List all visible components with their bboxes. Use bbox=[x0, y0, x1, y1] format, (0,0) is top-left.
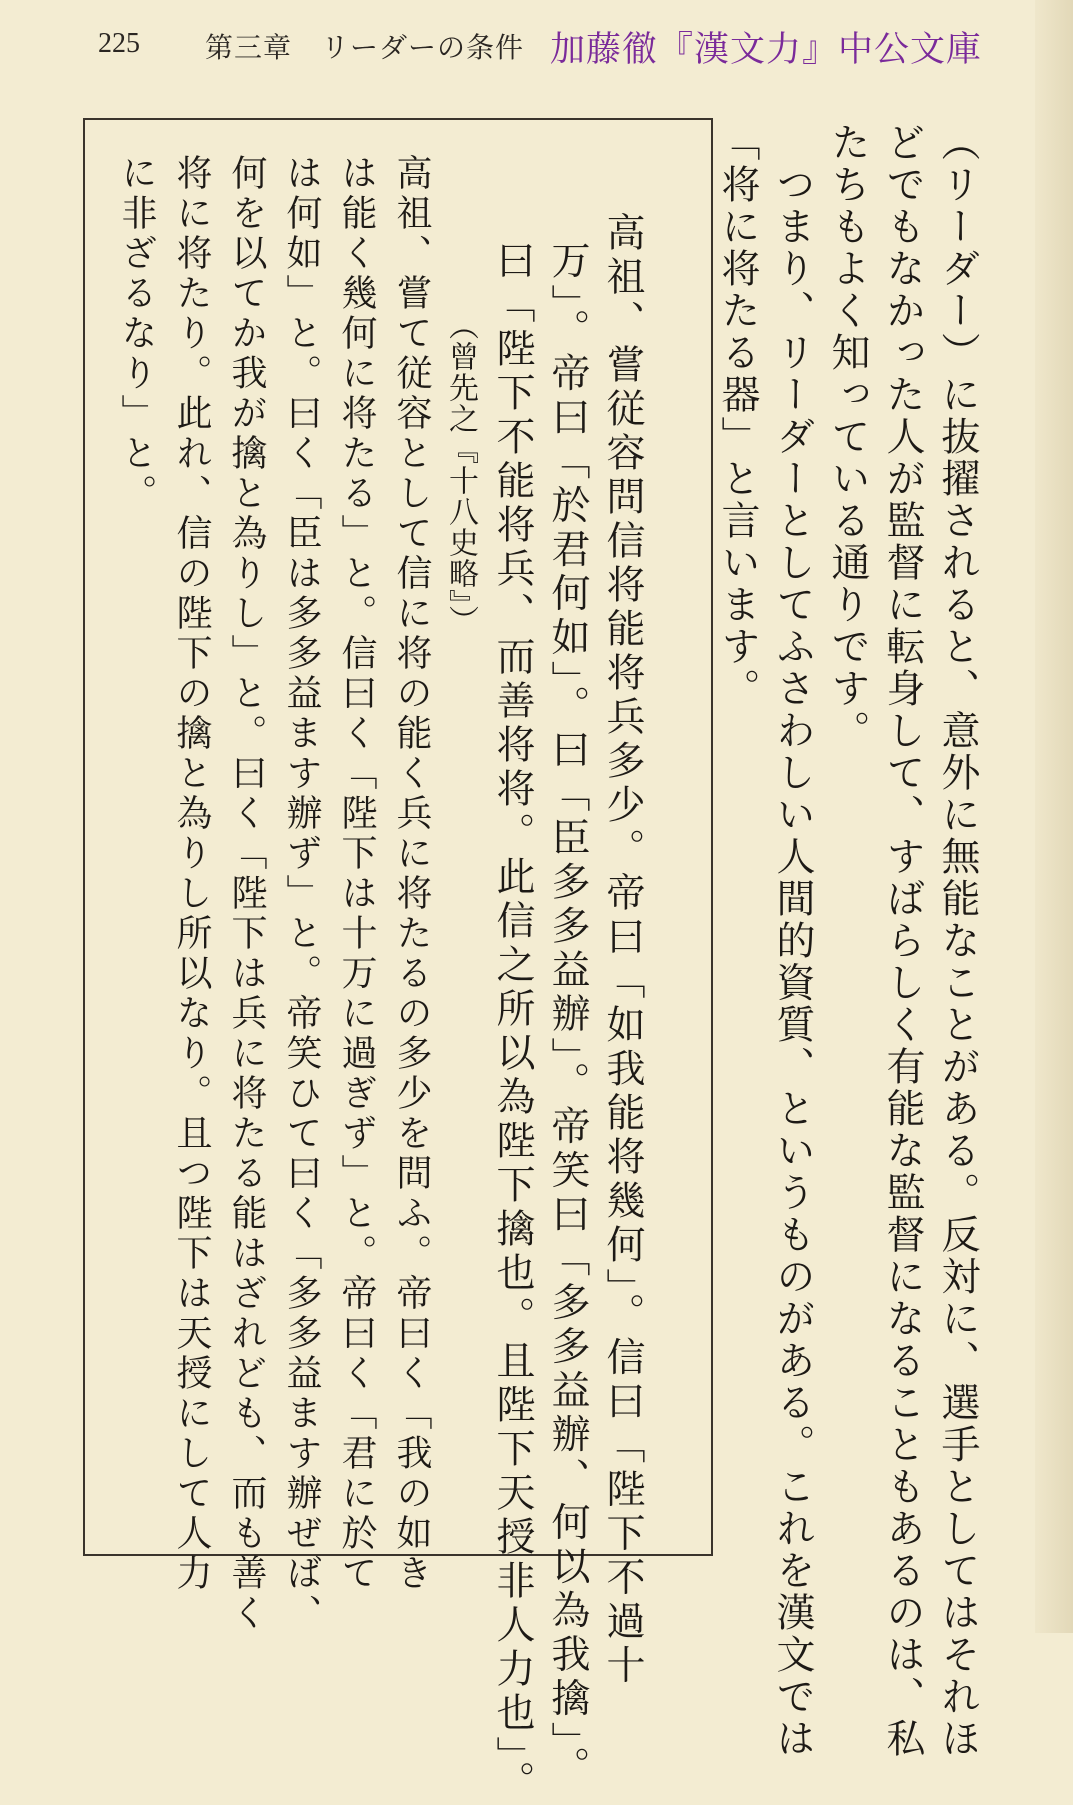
running-header bbox=[0, 22, 1073, 72]
reading-column-5: 将に将たり。此れ、信の陛下の擒と為りし所以なり。且つ陛下は天授にして人力 bbox=[171, 154, 212, 1594]
reading-column-6: に非ざるなり」と。 bbox=[116, 154, 157, 514]
kanbun-column-2: 万」。帝曰「於君何如」。曰「臣多多益辦」。帝笑曰「多多益辦、何以為我擒」。 bbox=[545, 240, 590, 1790]
body-column-1: （リーダー）に抜擢されると、意外に無能なことがある。反対に、選手としてはそれほ bbox=[935, 122, 980, 1760]
citation: （曾先之『十八史略』） bbox=[443, 310, 478, 636]
kanbun-column-1: 高祖、嘗従容問信将能将兵多少。帝曰「如我能将幾何」。信曰「陛下不過十 bbox=[600, 212, 645, 1689]
quotation-box bbox=[83, 118, 713, 1805]
reading-column-2: は能く幾何に将たる」と。信曰く「陛下は十万に過ぎず」と。帝曰く「君に於て bbox=[336, 154, 377, 1594]
reading-column-3: は何如」と。曰く「臣は多多益ます辦ず」と。帝笑ひて曰く「多多益ます辦ぜば、 bbox=[281, 154, 322, 1634]
source-annotation: 加藤徹『漢文力』中公文庫 bbox=[550, 30, 983, 70]
chapter-title: 第三章 リーダーの条件 bbox=[205, 31, 525, 64]
reading-column-4: 何を以てか我が擒と為りし」と。曰く「陛下は兵に将たる能はざれども、而も善く bbox=[226, 154, 267, 1634]
body-column-5: 「将に将たる器」と言います。 bbox=[715, 122, 760, 710]
body-column-3: たちもよく知っている通りです。 bbox=[825, 122, 870, 752]
page-edge bbox=[1035, 0, 1073, 1633]
page-number: 225 bbox=[98, 28, 140, 59]
kanbun-column-3: 曰「陛下不能将兵、而善将将。此信之所以為陛下擒也。且陛下天授非人力也」。 bbox=[490, 240, 535, 1805]
body-column-2: どでもなかった人が監督に転身して、すばらしく有能な監督になることもあるのは、私 bbox=[880, 122, 925, 1760]
reading-column-1: 高祖、嘗て従容として信に将の能く兵に将たるの多少を問ふ。帝曰く「我の如き bbox=[391, 154, 432, 1594]
body-column-4: つまり、リーダーとしてふさわしい人間的資質、というものがある。これを漢文では bbox=[770, 122, 815, 1760]
